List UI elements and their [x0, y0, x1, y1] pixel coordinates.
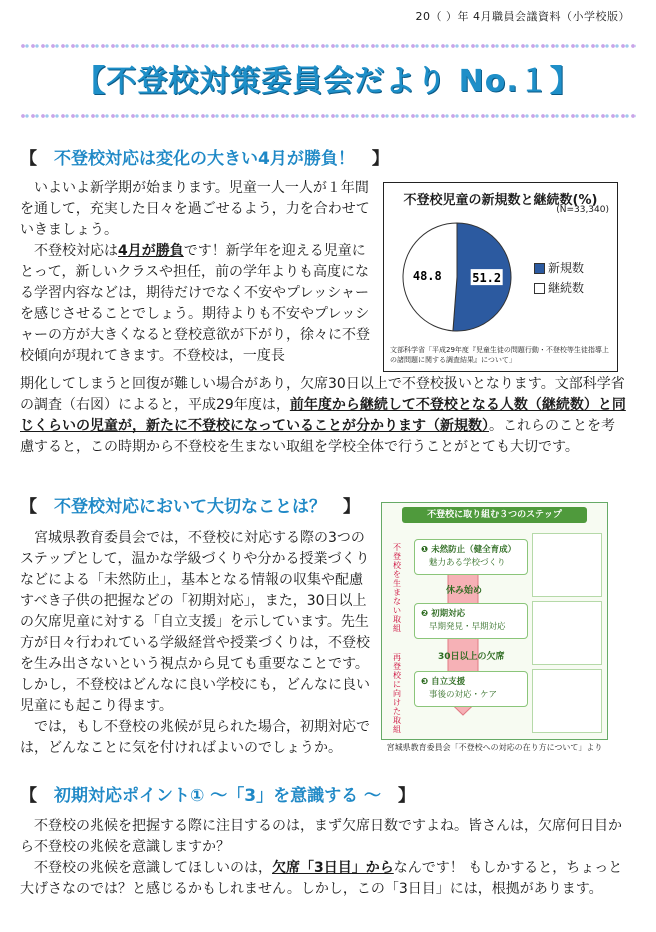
section1-body-top [20, 178, 376, 241]
section1-key-finding: 前年度から継続して不登校となる人数（継続数）と同じくらいの児童が，新たに不登校になっていることが分かります（新規数） [20, 397, 626, 434]
steps-detail-1 [532, 533, 602, 597]
section2-body [20, 528, 372, 759]
section2-para1: 宮城県教育委員会では，不登校に対応する際の3つのステップとして，温かな学級づくりや分かる授業づくりなどによる「未然防止」，基本となる情報の収集や配慮すべき子供の把握などの「初期対応」，また，30日以上の欠席児童に対する「自立支援」を示しています。先生方が日々行われている学級経営や授業づくりは，不登校を生み出さないという視点から見ても重要なことです。しかし，不登校はどんなに良い学校にも，どんなに良い児童にも起こり得ます。 [20, 530, 370, 714]
legend-item-continuing: 継続数 [534, 279, 584, 296]
label-30-days: 30日以上の欠席 [438, 652, 505, 662]
pie-chart-box [383, 182, 618, 372]
steps-detail-3 [532, 669, 602, 733]
section3-para1: 不登校の兆候を把握する際に注目するのは，まず欠席日数ですよね。皆さんは，欠席何日目から不登校の兆候を意識しますか？ [20, 818, 622, 855]
steps-title: 不登校に取り組む３つのステップ [402, 507, 587, 523]
section3-para2: 不登校の兆候を意識してほしいのは，欠席「3日目」からなんです！ もしかすると，ちょっと大げさなのでは？と感じるかもしれません。しかし，この「3日目」には，根拠があります。 [20, 860, 623, 897]
step-independence-support: ❸ 自立支援 事後の対応・ケア [414, 671, 528, 707]
steps-caption: 宮城県教育委員会「不登校への対応の在り方について」より [386, 743, 603, 752]
three-steps-figure [381, 502, 608, 752]
pie-label-0: 51.2 [472, 271, 502, 286]
pie-label-1: 48.8 [412, 268, 442, 283]
legend-item-new: 新規数 [534, 259, 584, 276]
section2-para2: では，もし不登校の兆候が見られた場合，初期対応では，どんなことに気を付ければよいのでしょうか。 [20, 719, 370, 756]
document-meta: 20（ ）年 4月職員会議資料（小学校版） [415, 10, 630, 23]
decorative-divider [20, 112, 636, 120]
section3-key-point: 欠席「3日目」から [272, 860, 394, 876]
newsletter-title: 【不登校対策委員会だより No.１】 [75, 64, 581, 99]
chart-source: 文部科学省「平成29年度『児童生徒の問題行動・不登校等生徒指導上の諸問題に関する調査結果』について」 [390, 346, 609, 364]
chart-subtitle: (N=33,340) [556, 205, 609, 215]
section3-heading: 【 初期対応ポイント① ～「3」を意識する ～ 】 [20, 786, 416, 806]
decorative-divider [20, 42, 636, 50]
pie-chart [392, 219, 522, 334]
section1-body-bottom: 期化してしまうと回復が難しい場合があり，欠席30日以上で不登校扱いとなります。文部科学省の調査（右図）によると，平成29年度は，前年度から継続して不登校となる人数（継続数）と同じくらいの児童が，新たに不登校になっていることが分かります（新規数）。これらのことを考慮すると，この時期から不登校を生まない取組を学校全体で行うことがとても大切です。 [20, 376, 626, 455]
chart-title: 不登校児童の新規数と継続数(%) [403, 193, 598, 208]
section1-conclusion: 。これらのことを考慮すると，この時期から不登校を生まない取組を学校全体で行うことがとても大切です。 [20, 418, 615, 455]
step-prevention: ❶ 未然防止（健全育成） 魅力ある学校づくり [414, 539, 528, 575]
section1-heading: 【 不登校対応は変化の大きい4月が勝負！ 】 [20, 149, 389, 169]
section3-body [20, 816, 626, 900]
section2-heading: 【 不登校対応において大切なことは？ 】 [20, 497, 360, 517]
steps-label-return: 再登校に向けた取組 [393, 653, 401, 734]
step-early-response: ❷ 初期対応 早期発見・早期対応 [414, 603, 528, 639]
label-absence-start: 休み始め [446, 586, 483, 596]
section1-para1: いよいよ新学期が始まります。児童一人一人が１年間を通して，充実した日々を過ごせるよう，力を合わせていきましょう。 [20, 180, 370, 238]
steps-detail-2 [532, 601, 602, 665]
section1-para2-wrap [20, 241, 376, 367]
steps-label-prevention: 不登校を生まない取組 [393, 543, 401, 633]
section1-para2: 不登校対応は4月が勝負です！新学年を迎える児童にとって，新しいクラスや担任，前の学年よりも高度になる学習内容などは，期待だけでなく不安やプレッシャーを感じさせることでしょう。期待よりも不安やプレッシャーの方が大きくなると登校意欲が下がり，徐々に不登校傾向が現れてきます。不登校は，一度長 [20, 243, 370, 364]
